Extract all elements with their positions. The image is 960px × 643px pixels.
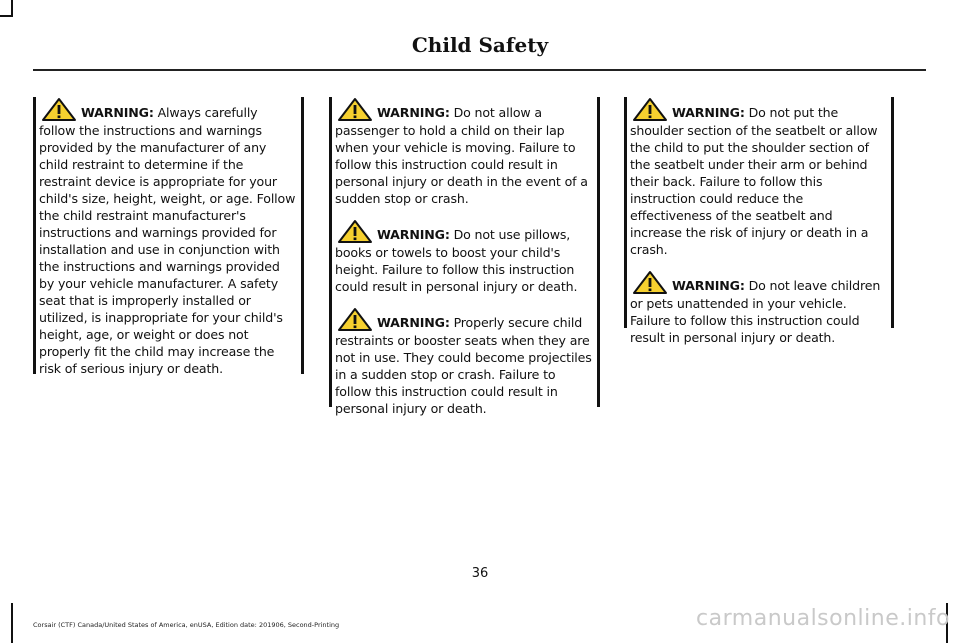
warning-text: Do not use pillows, books or towels to boost your child's height. Failure to follow this instruction could result in personal injury or death.	[335, 227, 578, 294]
warning-label: WARNING:	[377, 227, 450, 242]
warning-text: Do not put the shoulder section of the seatbelt or allow the child to put the shoulder section of the seatbelt under their arm or behind their back. Failure to follow this instruction could reduce the effectiveness of the seatbelt and increase the risk of injury or death in a crash.	[630, 105, 878, 257]
warning-paragraph	[630, 270, 887, 346]
column-1	[33, 97, 304, 374]
warning-triangle-icon	[41, 97, 77, 122]
warning-triangle-icon	[632, 270, 668, 295]
warning-triangle-icon	[632, 97, 668, 122]
crop-mark-bottom-left-v	[11, 603, 13, 643]
crop-mark-top-left-v	[11, 0, 13, 16]
footer-edition-text: Corsair (CTF) Canada/United States of America, enUSA, Edition date: 201906, Second-Printing	[33, 621, 340, 629]
warning-paragraph	[39, 97, 297, 377]
column-3	[624, 97, 894, 345]
warning-paragraph	[630, 97, 887, 258]
warning-triangle-icon	[337, 97, 373, 122]
warning-triangle-icon	[337, 219, 373, 244]
warning-text: Properly secure child restraints or booster seats when they are not in use. They could become projectiles in a sudden stop or crash. Failure to follow this instruction could result in personal injury or death.	[335, 315, 592, 416]
page-number: 36	[471, 566, 489, 581]
warning-label: WARNING:	[377, 105, 450, 120]
warning-paragraph	[335, 307, 593, 417]
watermark: carmanualsonline.info	[696, 606, 950, 631]
warning-text: Always carefully follow the instructions and warnings provided by the manufacturer of any child restraint to determine if the restraint device is appropriate for your child's size, height, weight, or age. Follow the child restraint manufacturer's instructions and warnings provided for installation and use in conjunction with the instructions and warnings provided by your vehicle manufacturer. A safety seat that is improperly installed or utilized, is inappropriate for your child's height, age, or weight or does not properly fit the child may increase the risk of serious injury or death.	[39, 105, 296, 376]
warning-paragraph	[335, 97, 593, 207]
column-2	[329, 97, 600, 416]
page-title: Child Safety	[411, 33, 549, 57]
warning-label: WARNING:	[81, 105, 154, 120]
warning-label: WARNING:	[672, 278, 745, 293]
warning-text: Do not leave children or pets unattended in your vehicle. Failure to follow this instruction could result in personal injury or death.	[630, 278, 881, 345]
warning-triangle-icon	[337, 307, 373, 332]
header-divider	[33, 69, 926, 71]
warning-paragraph	[335, 219, 593, 295]
warning-label: WARNING:	[377, 315, 450, 330]
warning-text: Do not allow a passenger to hold a child on their lap when your vehicle is moving. Failure to follow this instruction could result in personal injury or death in the event of a sudden stop or crash.	[335, 105, 588, 206]
warning-label: WARNING:	[672, 105, 745, 120]
crop-mark-top-left-h	[0, 15, 13, 17]
